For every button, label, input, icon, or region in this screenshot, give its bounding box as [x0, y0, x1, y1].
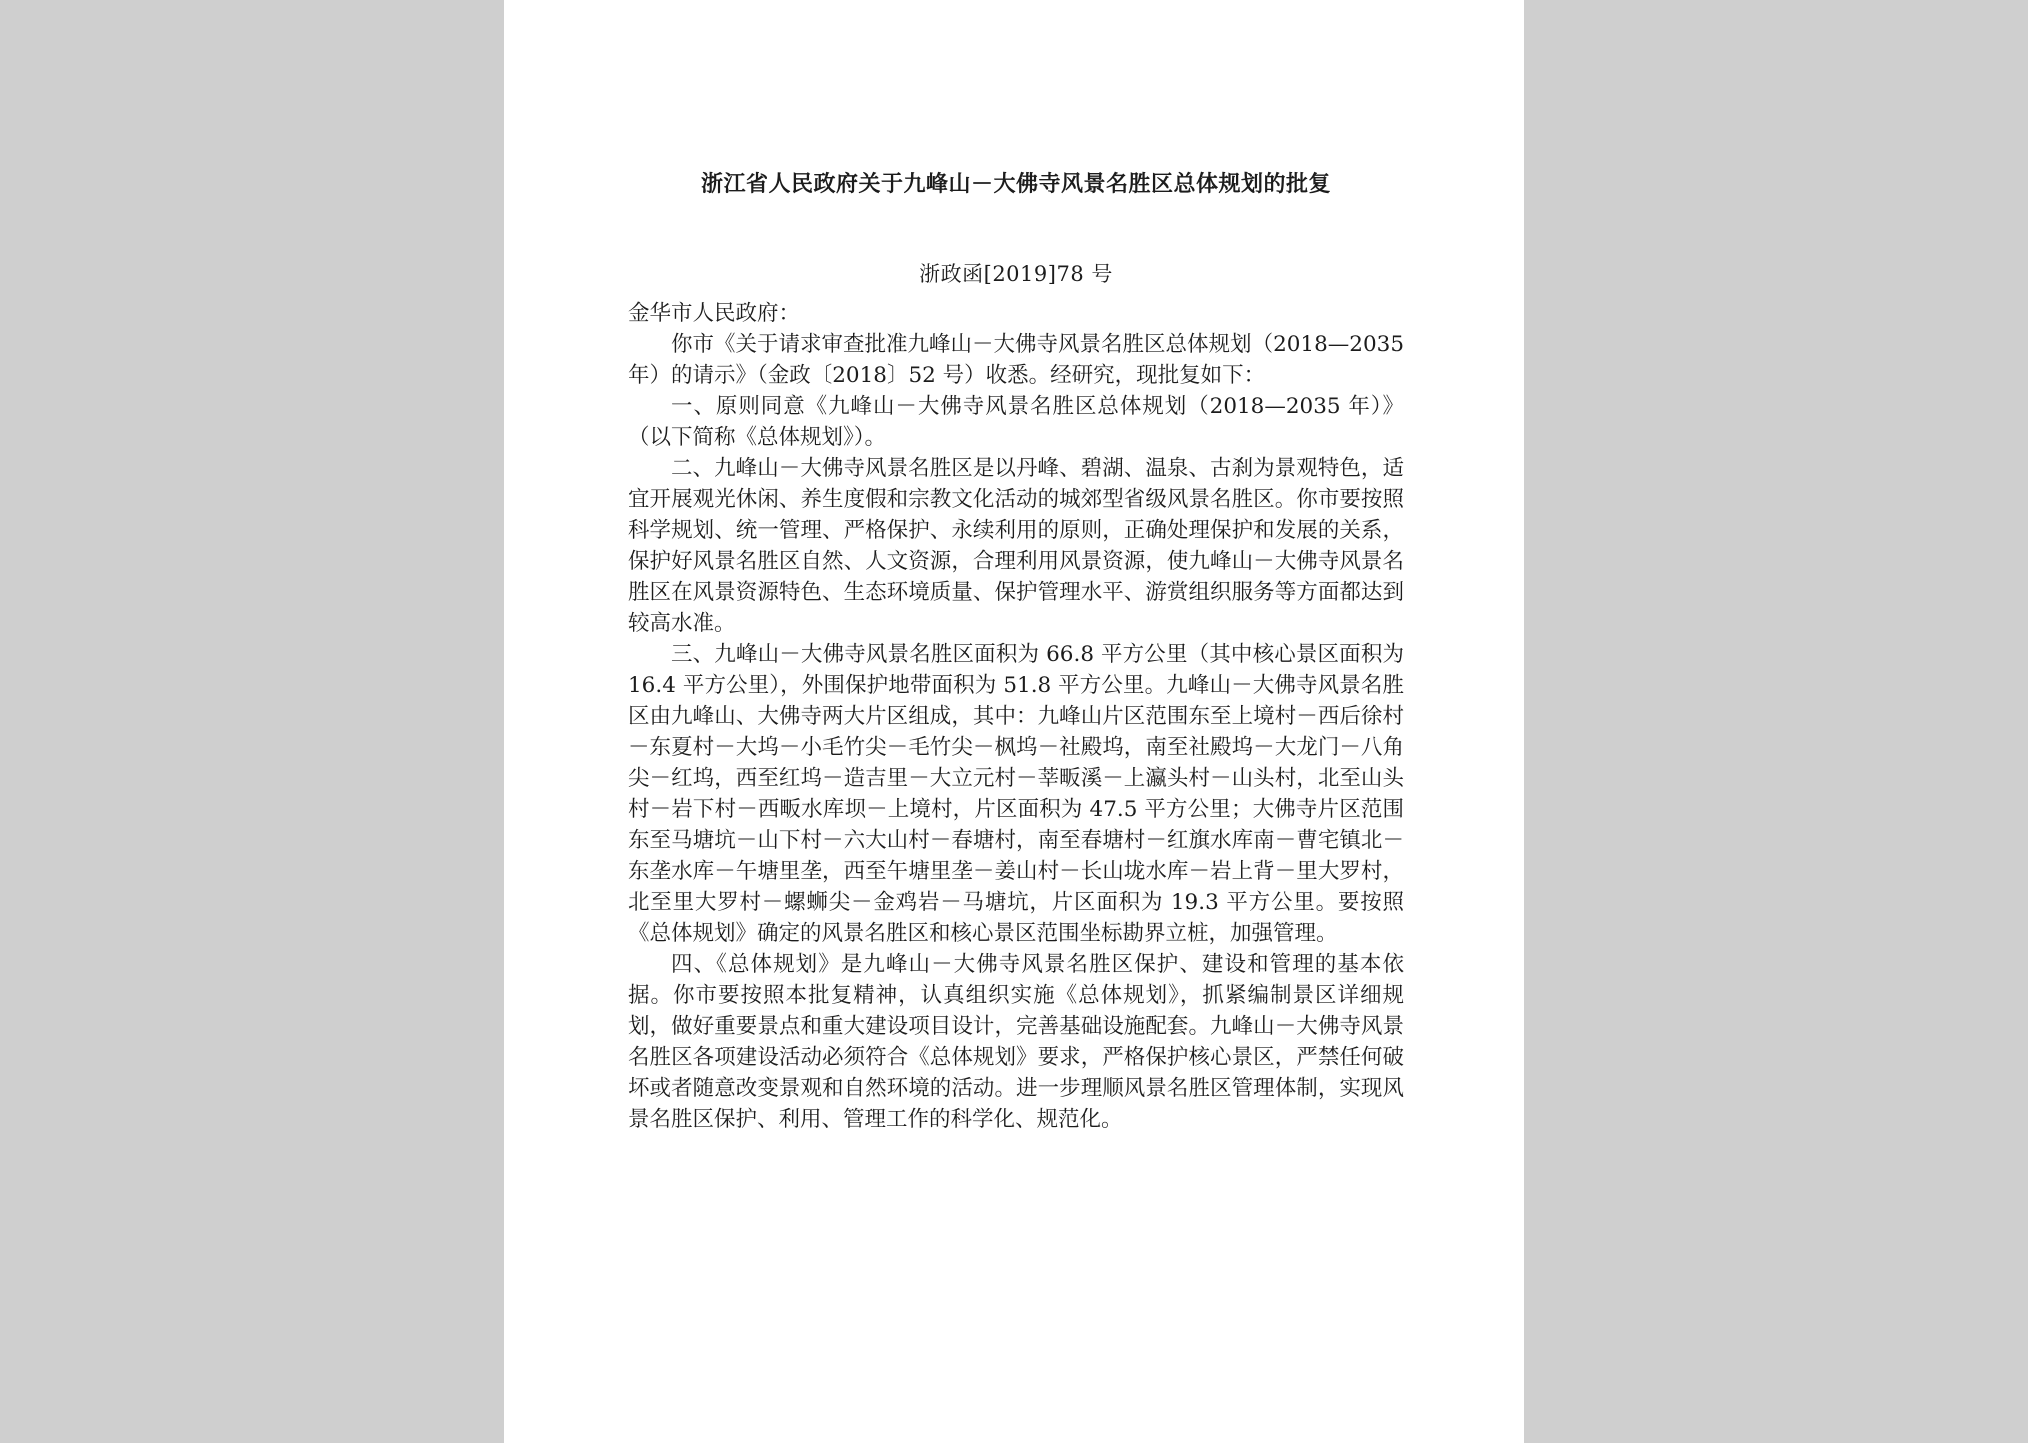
paragraph-section-1: 一、原则同意《九峰山－大佛寺风景名胜区总体规划（2018—2035 年）》（以下简称《总体规划》）。: [628, 394, 1404, 450]
salutation: 金华市人民政府：: [628, 301, 801, 326]
paragraph-section-4: 四、《总体规划》是九峰山－大佛寺风景名胜区保护、建设和管理的基本依据。你市要按照本批复精神，认真组织实施《总体规划》，抓紧编制景区详细规划，做好重要景点和重大建设项目设计，完善基础设施配套。九峰山－大佛寺风景名胜区各项建设活动必须符合《总体规划》要求，严格保护核心景区，严禁任何破坏或者随意改变景观和自然环境的活动。进一步理顺风景名胜区管理体制，实现风景名胜区保护、利用、管理工作的科学化、规范化。: [628, 952, 1404, 1132]
document-title: 浙江省人民政府关于九峰山－大佛寺风景名胜区总体规划的批复: [700, 171, 1331, 197]
paragraph-intro: 你市《关于请求审查批准九峰山－大佛寺风景名胜区总体规划（2018—2035 年）的请示》（金政〔2018〕52 号）收悉。经研究，现批复如下：: [628, 332, 1404, 388]
document-page: [504, 0, 1524, 1443]
document-number: 浙政函[2019]78 号: [919, 262, 1113, 286]
document-body: [628, 298, 1404, 1135]
paragraph-section-3: 三、九峰山－大佛寺风景名胜区面积为 66.8 平方公里（其中核心景区面积为 16.4 平方公里），外围保护地带面积为 51.8 平方公里。九峰山－大佛寺风景名胜区由九峰山、大佛寺两大片区组成，其中：九峰山片区范围东至上境村－西后徐村－东夏村－大坞－小毛竹尖－毛竹尖－枫坞－社殿坞，南至社殿坞－大龙门－八角尖－红坞，西至红坞－造吉里－大立元村－莘畈溪－上瀛头村－山头村，北至山头村－岩下村－西畈水库坝－上境村，片区面积为 47.5 平方公里；大佛寺片区范围东至马塘坑－山下村－六大山村－春塘村，南至春塘村－红旗水库南－曹宅镇北－东垄水库－午塘里垄，西至午塘里垄－姜山村－长山垅水库－岩上背－里大罗村，北至里大罗村－螺蛳尖－金鸡岩－马塘坑，片区面积为 19.3 平方公里。要按照《总体规划》确定的风景名胜区和核心景区范围坐标勘界立桩，加强管理。: [628, 642, 1404, 946]
paragraph-section-2: 二、九峰山－大佛寺风景名胜区是以丹峰、碧湖、温泉、古刹为景观特色，适宜开展观光休闲、养生度假和宗教文化活动的城郊型省级风景名胜区。你市要按照科学规划、统一管理、严格保护、永续利用的原则，正确处理保护和发展的关系，保护好风景名胜区自然、人文资源，合理利用风景资源，使九峰山－大佛寺风景名胜区在风景资源特色、生态环境质量、保护管理水平、游赏组织服务等方面都达到较高水准。: [628, 456, 1404, 636]
